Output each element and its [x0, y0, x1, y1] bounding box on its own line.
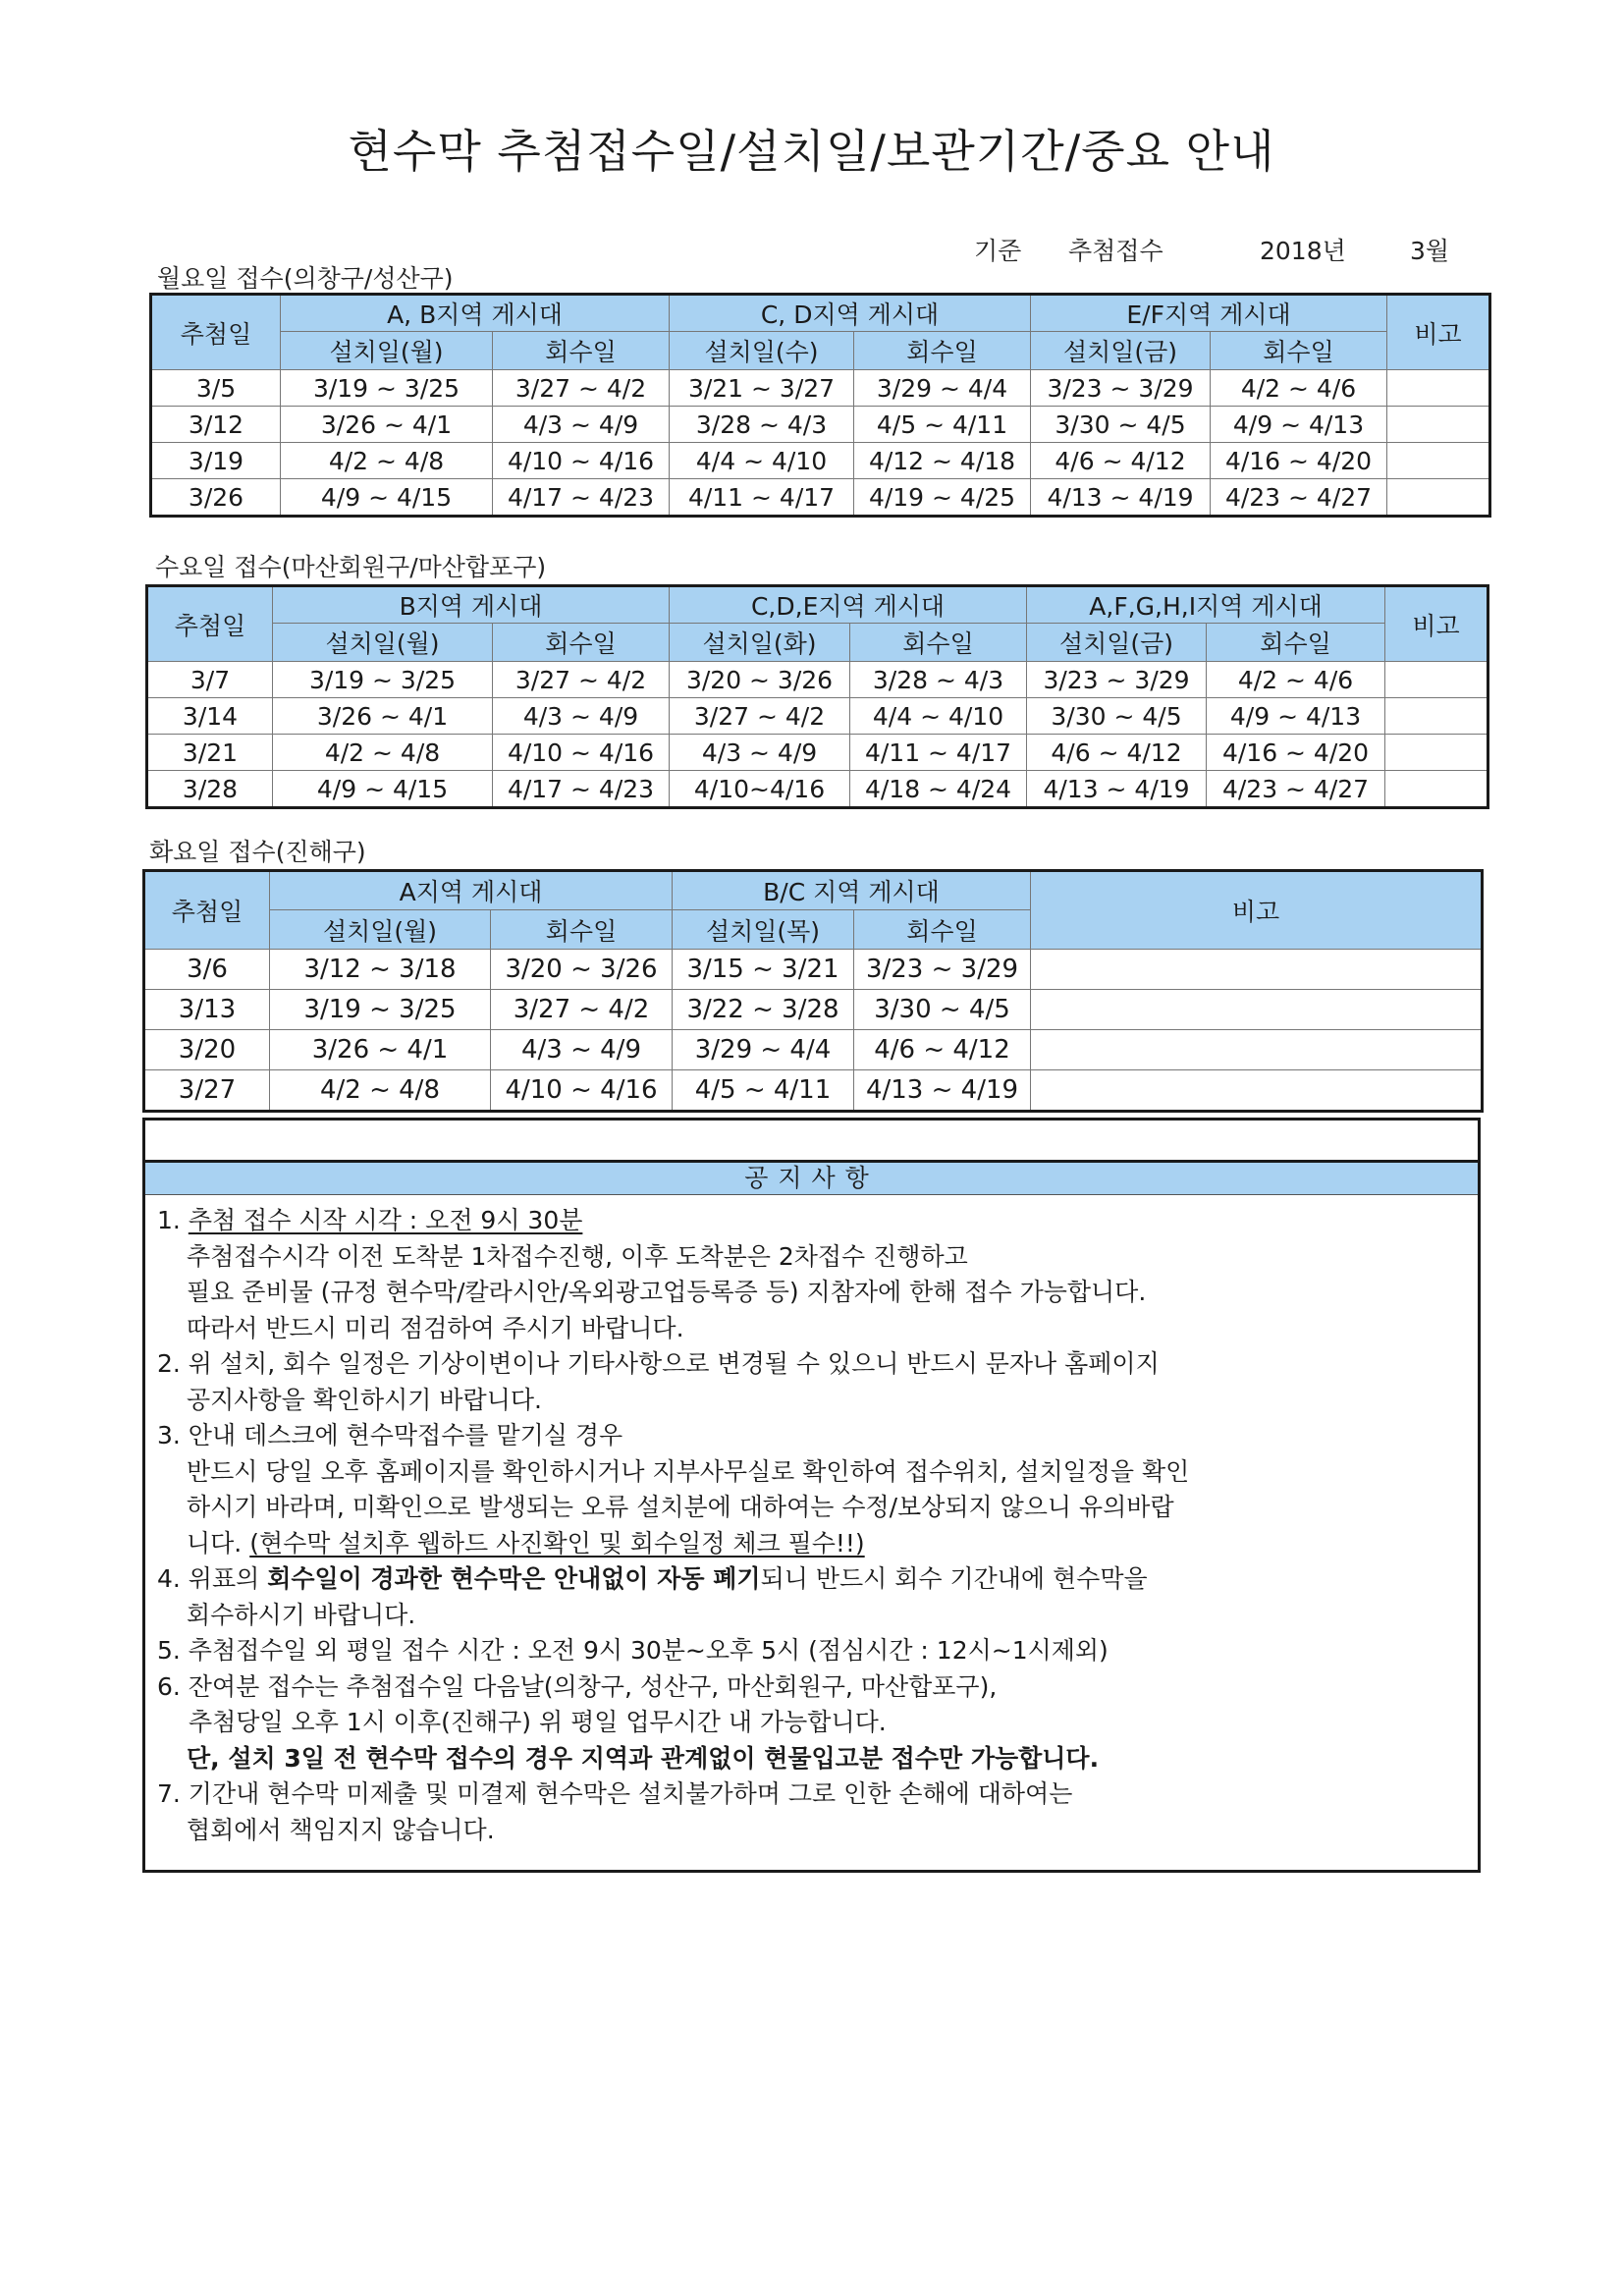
header-draw-date: 추첨일: [144, 871, 270, 950]
date-range-cell: 4/23 ~ 4/27: [1211, 479, 1387, 517]
note-cell: [1031, 990, 1483, 1030]
date-range-cell: 4/11 ~ 4/17: [670, 479, 854, 517]
date-range-cell: 3/30 ~ 4/5: [854, 990, 1031, 1030]
table-row: [147, 735, 1488, 771]
notice-header: 공지사항: [145, 1163, 1478, 1195]
table-row: [144, 990, 1483, 1030]
table-row: [144, 950, 1483, 990]
header-group: B/C 지역 게시대: [673, 871, 1031, 910]
note-cell: [1385, 662, 1488, 698]
header-collect-date: 회수일: [854, 332, 1031, 370]
table-row: [147, 771, 1488, 808]
notice-item-7: 7. 기간내 현수막 미제출 및 미결제 현수막은 설치불가하며 그로 인한 손해에 대하여는: [157, 1779, 1073, 1808]
date-range-cell: 3/19 ~ 3/25: [281, 370, 493, 407]
notice-item-3: 3. 안내 데스크에 현수막접수를 맡기실 경우: [157, 1421, 623, 1449]
date-range-cell: 4/12 ~ 4/18: [854, 443, 1031, 479]
header-collect-date: 회수일: [854, 910, 1031, 950]
draw-date-cell: 3/27: [144, 1070, 270, 1112]
draw-date-cell: 3/21: [147, 735, 273, 771]
date-range-cell: 3/20 ~ 3/26: [670, 662, 850, 698]
date-range-cell: 4/10 ~ 4/16: [491, 1070, 673, 1112]
date-range-cell: 3/29 ~ 4/4: [673, 1030, 854, 1070]
section-label-wednesday: 수요일 접수(마산회원구/마산합포구): [155, 553, 547, 581]
header-collect-date: 회수일: [1207, 624, 1385, 662]
date-range-cell: 3/28 ~ 4/3: [850, 662, 1027, 698]
date-range-cell: 4/2 ~ 4/8: [270, 1070, 491, 1112]
draw-date-cell: 3/14: [147, 698, 273, 735]
header-collect-date: 회수일: [1211, 332, 1387, 370]
note-cell: [1031, 950, 1483, 990]
notice-box: [142, 1118, 1481, 1873]
date-range-cell: 4/17 ~ 4/23: [493, 771, 670, 808]
header-install-date: 설치일(목): [673, 910, 854, 950]
date-range-cell: 4/17 ~ 4/23: [493, 479, 670, 517]
date-range-cell: 4/23 ~ 4/27: [1207, 771, 1385, 808]
header-collect-date: 회수일: [491, 910, 673, 950]
date-range-cell: 3/22 ~ 3/28: [673, 990, 854, 1030]
section-label-tuesday: 화요일 접수(진해구): [149, 838, 366, 866]
notice-item-1-title: 추첨 접수 시작 시각 : 오전 9시 30분: [188, 1206, 583, 1234]
notice-emphasis-underline: (현수막 설치후 웹하드 사진확인 및 회수일정 체크 필수!!): [249, 1528, 865, 1558]
date-range-cell: 3/23 ~ 3/29: [1031, 370, 1211, 407]
date-range-cell: 3/20 ~ 3/26: [491, 950, 673, 990]
draw-date-cell: 3/20: [144, 1030, 270, 1070]
header-install-date: 설치일(화): [670, 624, 850, 662]
header-note: 비고: [1385, 586, 1488, 662]
header-note: 비고: [1031, 871, 1483, 950]
notice-emphasis-bold: 회수일이 경과한 현수막은 안내없이 자동 폐기: [267, 1564, 761, 1593]
date-range-cell: 4/4 ~ 4/10: [670, 443, 854, 479]
date-range-cell: 4/13 ~ 4/19: [1027, 771, 1207, 808]
notice-line: 따라서 반드시 미리 점검하여 주시기 바랍니다.: [187, 1313, 684, 1342]
notice-line: 공지사항을 확인하시기 바랍니다.: [187, 1385, 542, 1414]
draw-date-cell: 3/13: [144, 990, 270, 1030]
date-range-cell: 4/16 ~ 4/20: [1211, 443, 1387, 479]
draw-date-cell: 3/28: [147, 771, 273, 808]
header-draw-date: 추첨일: [147, 586, 273, 662]
date-range-cell: 3/30 ~ 4/5: [1031, 407, 1211, 443]
date-range-cell: 4/6 ~ 4/12: [1031, 443, 1211, 479]
table-row: [147, 662, 1488, 698]
notice-item-6: 6. 잔여분 접수는 추첨접수일 다음날(의창구, 성산구, 마산회원구, 마산합포구),: [157, 1671, 998, 1701]
date-range-cell: 3/23 ~ 3/29: [1027, 662, 1207, 698]
date-range-cell: 4/11 ~ 4/17: [850, 735, 1027, 771]
draw-date-cell: 3/5: [151, 370, 281, 407]
note-cell: [1031, 1070, 1483, 1112]
date-range-cell: 4/2 ~ 4/6: [1207, 662, 1385, 698]
section-label-monday: 월요일 접수(의창구/성산구): [157, 264, 454, 293]
table-row: [151, 479, 1490, 517]
note-cell: [1387, 479, 1490, 517]
date-range-cell: 4/10 ~ 4/16: [493, 443, 670, 479]
schedule-table-wednesday: [145, 584, 1489, 809]
date-range-cell: 3/27 ~ 4/2: [493, 370, 670, 407]
blank-row: [145, 1118, 1478, 1163]
notice-line: 필요 준비물 (규정 현수막/칼라시안/옥외광고업등록증 등) 지참자에 한해 접수 가능합니다.: [187, 1278, 1147, 1306]
header-install-date: 설치일(금): [1031, 332, 1211, 370]
header-group: C, D지역 게시대: [670, 295, 1031, 332]
header-collect-date: 회수일: [493, 624, 670, 662]
table-row: [151, 370, 1490, 407]
schedule-table-tuesday: [142, 869, 1484, 1113]
header-group: A지역 게시대: [270, 871, 673, 910]
note-cell: [1385, 735, 1488, 771]
note-cell: [1031, 1030, 1483, 1070]
table-row: [151, 443, 1490, 479]
date-range-cell: 4/2 ~ 4/6: [1211, 370, 1387, 407]
notice-item-2: 2. 위 설치, 회수 일정은 기상이변이나 기타사항으로 변경될 수 있으니 반드시 문자나 홈페이지: [157, 1349, 1160, 1378]
note-cell: [1387, 407, 1490, 443]
date-range-cell: 4/2 ~ 4/8: [273, 735, 493, 771]
table-row: [144, 1030, 1483, 1070]
date-range-cell: 3/27 ~ 4/2: [670, 698, 850, 735]
notice-line: 협회에서 책임지지 않습니다.: [187, 1815, 495, 1844]
draw-date-cell: 3/7: [147, 662, 273, 698]
basis-month: 3월: [1410, 237, 1450, 265]
notice-body: [145, 1195, 1478, 1870]
date-range-cell: 4/13 ~ 4/19: [854, 1070, 1031, 1112]
date-range-cell: 3/23 ~ 3/29: [854, 950, 1031, 990]
date-range-cell: 3/19 ~ 3/25: [270, 990, 491, 1030]
date-range-cell: 4/9 ~ 4/13: [1207, 698, 1385, 735]
notice-line: 추첨당일 오후 1시 이후(진해구) 위 평일 업무시간 내 가능합니다.: [189, 1708, 887, 1736]
header-draw-date: 추첨일: [151, 295, 281, 370]
header-install-date: 설치일(수): [670, 332, 854, 370]
date-range-cell: 4/3 ~ 4/9: [670, 735, 850, 771]
date-range-cell: 4/3 ~ 4/9: [493, 698, 670, 735]
date-range-cell: 3/15 ~ 3/21: [673, 950, 854, 990]
table-row: [151, 407, 1490, 443]
note-cell: [1385, 771, 1488, 808]
notice-line: 반드시 당일 오후 홈페이지를 확인하시거나 지부사무실로 확인하여 접수위치, 설치일정을 확인: [187, 1456, 1190, 1486]
draw-date-cell: 3/19: [151, 443, 281, 479]
notice-item-5: 5. 추첨접수일 외 평일 접수 시간 : 오전 9시 30분~오후 5시 (점심시간 : 12시~1시제외): [157, 1636, 1109, 1665]
date-range-cell: 3/28 ~ 4/3: [670, 407, 854, 443]
date-range-cell: 3/19 ~ 3/25: [273, 662, 493, 698]
header-group: A,F,G,H,I지역 게시대: [1027, 586, 1385, 624]
date-range-cell: 4/16 ~ 4/20: [1207, 735, 1385, 771]
note-cell: [1387, 443, 1490, 479]
notice-line: 회수하시기 바랍니다.: [187, 1600, 416, 1629]
draw-date-cell: 3/6: [144, 950, 270, 990]
date-range-cell: 3/26 ~ 4/1: [273, 698, 493, 735]
date-range-cell: 4/3 ~ 4/9: [491, 1030, 673, 1070]
date-range-cell: 4/9 ~ 4/13: [1211, 407, 1387, 443]
date-range-cell: 3/26 ~ 4/1: [270, 1030, 491, 1070]
date-range-cell: 3/21 ~ 3/27: [670, 370, 854, 407]
date-range-cell: 3/26 ~ 4/1: [281, 407, 493, 443]
notice-line: 니다. (현수막 설치후 웹하드 사진확인 및 회수일정 체크 필수!!): [187, 1528, 865, 1558]
note-cell: [1387, 370, 1490, 407]
date-range-cell: 4/5 ~ 4/11: [854, 407, 1031, 443]
notice-item-1: 1. 추첨 접수 시작 시각 : 오전 9시 30분: [157, 1206, 583, 1234]
notice-item-4: 4. 위표의 회수일이 경과한 현수막은 안내없이 자동 폐기되니 반드시 회수 기간내에 현수막을: [157, 1564, 1148, 1593]
header-install-date: 설치일(월): [273, 624, 493, 662]
schedule-table-monday: [149, 293, 1491, 518]
header-install-date: 설치일(월): [270, 910, 491, 950]
date-range-cell: 3/27 ~ 4/2: [493, 662, 670, 698]
basis-year: 2018년: [1260, 237, 1346, 265]
header-group: A, B지역 게시대: [281, 295, 670, 332]
date-range-cell: 4/9 ~ 4/15: [273, 771, 493, 808]
draw-date-cell: 3/12: [151, 407, 281, 443]
table-row: [147, 698, 1488, 735]
date-range-cell: 4/19 ~ 4/25: [854, 479, 1031, 517]
basis-type: 추첨접수: [1068, 237, 1163, 265]
date-range-cell: 4/5 ~ 4/11: [673, 1070, 854, 1112]
notice-emphasis-bold: 단, 설치 3일 전 현수막 접수의 경우 지역과 관계없이 현물입고분 접수만 가능합니다.: [187, 1743, 1100, 1773]
date-range-cell: 4/10 ~ 4/16: [493, 735, 670, 771]
basis-label: 기준: [974, 237, 1022, 265]
date-range-cell: 4/6 ~ 4/12: [1027, 735, 1207, 771]
date-range-cell: 3/27 ~ 4/2: [491, 990, 673, 1030]
draw-date-cell: 3/26: [151, 479, 281, 517]
date-range-cell: 4/10~4/16: [670, 771, 850, 808]
date-range-cell: 3/29 ~ 4/4: [854, 370, 1031, 407]
date-range-cell: 4/18 ~ 4/24: [850, 771, 1027, 808]
date-range-cell: 3/12 ~ 3/18: [270, 950, 491, 990]
header-install-date: 설치일(월): [281, 332, 493, 370]
date-range-cell: 3/30 ~ 4/5: [1027, 698, 1207, 735]
date-range-cell: 4/6 ~ 4/12: [854, 1030, 1031, 1070]
note-cell: [1385, 698, 1488, 735]
date-range-cell: 4/4 ~ 4/10: [850, 698, 1027, 735]
date-range-cell: 4/2 ~ 4/8: [281, 443, 493, 479]
document-title: 현수막 추첨접수일/설치일/보관기간/중요 안내: [348, 125, 1275, 178]
header-group: C,D,E지역 게시대: [670, 586, 1027, 624]
header-group: E/F지역 게시대: [1031, 295, 1387, 332]
date-range-cell: 4/13 ~ 4/19: [1031, 479, 1211, 517]
table-row: [144, 1070, 1483, 1112]
notice-line: 추첨접수시각 이전 도착분 1차접수진행, 이후 도착분은 2차접수 진행하고: [187, 1241, 968, 1271]
header-collect-date: 회수일: [493, 332, 670, 370]
notice-line: 하시기 바라며, 미확인으로 발생되는 오류 설치분에 대하여는 수정/보상되지 않으니 유의바랍: [187, 1493, 1174, 1521]
header-group: B지역 게시대: [273, 586, 670, 624]
header-install-date: 설치일(금): [1027, 624, 1207, 662]
header-collect-date: 회수일: [850, 624, 1027, 662]
date-range-cell: 4/9 ~ 4/15: [281, 479, 493, 517]
header-note: 비고: [1387, 295, 1490, 370]
date-range-cell: 4/3 ~ 4/9: [493, 407, 670, 443]
